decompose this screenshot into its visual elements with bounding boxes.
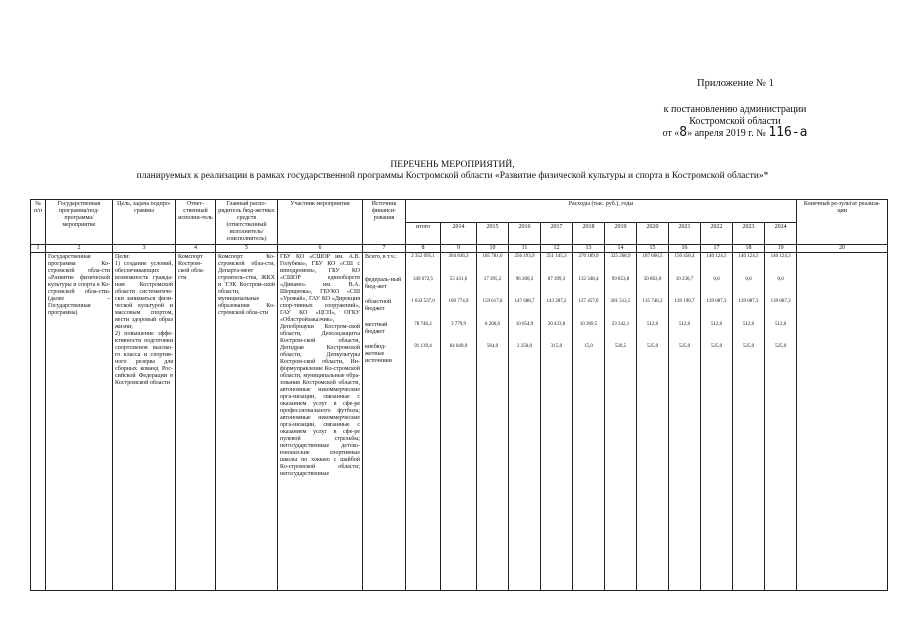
column-index: 19	[765, 245, 797, 253]
amount-value: 139 190,7	[674, 299, 695, 304]
column-index: 9	[441, 245, 477, 253]
amount-value: 139 087,3	[706, 299, 727, 304]
column-index: 12	[541, 245, 573, 253]
decree-date-day: 8	[679, 125, 688, 140]
title-line-2: планируемых к реализации в рамках государственной программы Костромской области «Развитие физической культуры и спорта в Костромской области»*	[136, 171, 769, 181]
column-index: 11	[509, 245, 541, 253]
column-index: 17	[701, 245, 733, 253]
column-index: 2	[46, 245, 113, 253]
header-source: Источник финанси-рования	[363, 200, 406, 245]
header-year: 2020	[637, 222, 669, 245]
amount-value: 251 145,3	[546, 254, 567, 259]
decree-date-line	[640, 127, 830, 140]
amount-value: 0,0	[713, 276, 720, 282]
amount-column-2017	[541, 253, 573, 591]
amount-value: 187 666,5	[642, 254, 663, 259]
source-label: областной бюджет	[365, 299, 392, 312]
amount-value: 525,0	[710, 344, 723, 349]
header-row-1	[31, 200, 888, 223]
amount-value: 0,0	[745, 276, 752, 282]
amount-value: 512,0	[774, 321, 787, 327]
amount-column-2022	[701, 253, 733, 591]
document-title	[0, 160, 905, 182]
amount-value: 10 369,5	[579, 321, 598, 327]
amount-value: 10 054,9	[515, 321, 534, 327]
amount-value: 3 779,9	[451, 321, 466, 327]
amount-value: 140 124,3	[738, 254, 759, 259]
header-executor: Ответ-ственный исполни-тель	[176, 200, 216, 245]
row-participant: ГБУ КО «СШОР им. А.В. Голубева», ГБУ КО «СШ с ипподромом», ГБУ КО «СШОР единоборств «Динамо» им. В.А. Шерщнова», ГБУКО «СШ «Урожай», ГАУ КО «Дирекция спор-тивных сооружений», ГАУ КО «ЦСП», ОГКУ «Облстройзаказчик», Депобрнауки Костром-ской области, Депсоцзащиты Костром-ской области, Депздрав Костромской области, Депкультуры Костром-ской области, Ин-формуправление Ко-стромской области, муниципальные обра-зования Костромской области, автономные некоммерческие орга-низации, связанные с оказанием услуг в сфе-ре профессионального футбола; автономные некоммерческие орга-низации, связанные с оказанием услуг в сфе-ре пулевой стрельбы; негосударственные детско-юношеские спортивные школы по хоккею с шайбой Ко-стромской области; негосударственные	[278, 253, 363, 591]
amount-value: 201 512,5	[610, 299, 631, 304]
source-label: федераль-ный бюд-жет	[365, 276, 402, 290]
header-num: № п/п	[31, 200, 46, 245]
header-year: 2014	[441, 222, 477, 245]
amount-value: 525,0	[774, 344, 787, 349]
amount-value: 270 189,9	[578, 254, 599, 259]
amount-value: 50 863,0	[643, 276, 662, 282]
decree-number: 116-а	[768, 125, 808, 140]
header-year: 2016	[509, 222, 541, 245]
column-index: 5	[216, 245, 278, 253]
amount-column-2020	[637, 253, 669, 591]
source-label: местный бюджет	[365, 321, 388, 335]
column-index: 3	[113, 245, 176, 253]
column-index: 10	[477, 245, 509, 253]
amount-value: 140 124,3	[770, 254, 791, 259]
source-label: Всего, в т.ч.:	[365, 254, 397, 260]
amount-value: 512,0	[742, 321, 755, 327]
amount-value: 512,0	[678, 321, 691, 327]
header-year: 2021	[669, 222, 701, 245]
decree-date-middle: » апреля 2019 г. №	[687, 128, 769, 139]
amount-value: 349 672,5	[413, 276, 433, 282]
header-result: Конечный ре-зультат реализа-ции	[797, 200, 888, 245]
amount-value: 132 348,4	[578, 276, 599, 282]
amount-column-2016	[509, 253, 541, 591]
activities-table	[30, 199, 888, 591]
amount-value: 139 087,3	[770, 299, 791, 304]
amount-value: 525,0	[646, 344, 659, 349]
amount-value: 2 250,0	[517, 344, 532, 349]
amount-value: 525,0	[678, 344, 691, 349]
column-index: 14	[605, 245, 637, 253]
amount-value: 84 849,9	[449, 344, 468, 349]
amount-column-2015	[477, 253, 509, 591]
column-index: 20	[797, 245, 888, 253]
amount-value: 8 206,0	[485, 321, 500, 327]
amount-value: 17 395,2	[483, 276, 502, 282]
column-index: 8	[406, 245, 441, 253]
header-year: 2023	[733, 222, 765, 245]
title-line-1: ПЕРЕЧЕНЬ МЕРОПРИЯТИЙ,	[390, 160, 515, 170]
row-goal: Цели: 1) создание условий, обеспечивающих возможность гражда-нам Костромской области систематиче-ски заниматься физи-ческой культурой и массовым спортом, вести здоровый образ жизни; 2) повышение эффе-ктивности подготовки спортсменов высоко-го класса и спортив-ного резерва для сборных команд Рос-сийской Федерации в Костромской области	[113, 253, 176, 591]
header-total: итого	[406, 222, 441, 245]
column-index: 6	[278, 245, 363, 253]
source-label: внебюд-жетные источники	[365, 344, 392, 364]
row-executor: Комспорт Костром-ской обла-сти	[176, 253, 216, 591]
header-admin: Главный распо-рядитель бюд-жетных средств (ответственный исполнитель/ соисполнитель)	[216, 200, 278, 245]
column-index: 16	[669, 245, 701, 253]
column-index-row	[31, 245, 888, 253]
amount-value: 99 853,8	[611, 276, 630, 282]
amount-value: 127 457,0	[578, 299, 599, 304]
amount-value: 325 268,9	[610, 254, 631, 259]
amount-value: 20 433,8	[547, 321, 566, 327]
header-year: 2018	[573, 222, 605, 245]
decree-line-2: Костромской области	[689, 115, 781, 127]
amount-column-2023	[733, 253, 765, 591]
row-result	[797, 253, 888, 591]
header-participant: Участник мероприятия	[278, 200, 363, 245]
decree-date-prefix: от «	[662, 128, 680, 139]
amount-value: 520,5	[614, 344, 627, 349]
amount-value: 2 352 095,1	[411, 254, 435, 259]
amount-column-2024	[765, 253, 797, 591]
amount-value: 525,0	[742, 344, 755, 349]
amount-value: 10 230,7	[675, 276, 694, 282]
header-year: 2024	[765, 222, 797, 245]
appendix-label: Приложение № 1	[697, 78, 774, 89]
amount-column-2019	[605, 253, 637, 591]
amount-value: 0,0	[777, 276, 784, 282]
amount-value: 256 193,9	[514, 254, 535, 259]
column-index: 4	[176, 245, 216, 253]
amount-value: 512,0	[710, 321, 723, 327]
header-program: Государственная программа/под-программа/ мероприятие	[46, 200, 113, 245]
amount-value: 150 458,4	[674, 254, 695, 259]
amount-value: 147 688,7	[514, 299, 535, 304]
table-row	[31, 253, 888, 591]
amount-value: 140 124,3	[706, 254, 727, 259]
header-goal: Цель, задача подпро-граммы	[113, 200, 176, 245]
header-year: 2017	[541, 222, 573, 245]
amount-value: 96 200,3	[515, 276, 534, 282]
amount-value: 15,0	[584, 344, 593, 349]
decree-line-1: к постановлению администрации	[663, 104, 807, 115]
column-index: 7	[363, 245, 406, 253]
amount-value: 160 774,9	[448, 299, 469, 304]
amount-value: 185 781,0	[482, 254, 503, 259]
row-admin: Комспорт Ко-стромской обла-сти, Департа-мент строитель-ства, ЖКХ и ТЭК Костром-ской области, муниципальные образования Ко-стромской обла-сти	[216, 253, 278, 591]
row-sources	[363, 253, 406, 591]
amount-value: 1 632 537,0	[411, 299, 435, 304]
amount-value: 143 287,2	[546, 299, 567, 304]
amount-column-2014	[441, 253, 477, 591]
amount-value: 564,0	[486, 344, 499, 349]
column-index: 18	[733, 245, 765, 253]
header-year: 2022	[701, 222, 733, 245]
row-num	[31, 253, 46, 591]
amount-value: 159 617,8	[482, 299, 503, 304]
amount-value: 23 342,1	[611, 321, 630, 327]
header-expenses: Расходы (тыс. руб.), годы	[406, 200, 797, 223]
amount-value: 135 746,3	[642, 299, 663, 304]
column-index: 15	[637, 245, 669, 253]
amount-column-2021	[669, 253, 701, 591]
amount-value: 87 399,3	[547, 276, 566, 282]
amount-value: 512,0	[646, 321, 659, 327]
header-year: 2015	[477, 222, 509, 245]
amount-value: 139 087,3	[738, 299, 759, 304]
column-index: 13	[573, 245, 605, 253]
amount-value: 78 746,2	[414, 321, 432, 327]
decree-block	[640, 104, 830, 140]
amount-column-total	[406, 253, 441, 591]
amount-column-2018	[573, 253, 605, 591]
amount-value: 91 139,4	[414, 344, 432, 349]
amount-value: 55 431,6	[449, 276, 468, 282]
amount-value: 304 836,3	[448, 254, 469, 259]
row-program: Государственная программа Ко-стромской обла-сти «Развитие физической культуры и спорта в Ко-стромской обла-сти» (далее – Государственная программа)	[46, 253, 113, 591]
amount-value: 315,0	[550, 344, 563, 349]
column-index: 1	[31, 245, 46, 253]
header-year: 2019	[605, 222, 637, 245]
